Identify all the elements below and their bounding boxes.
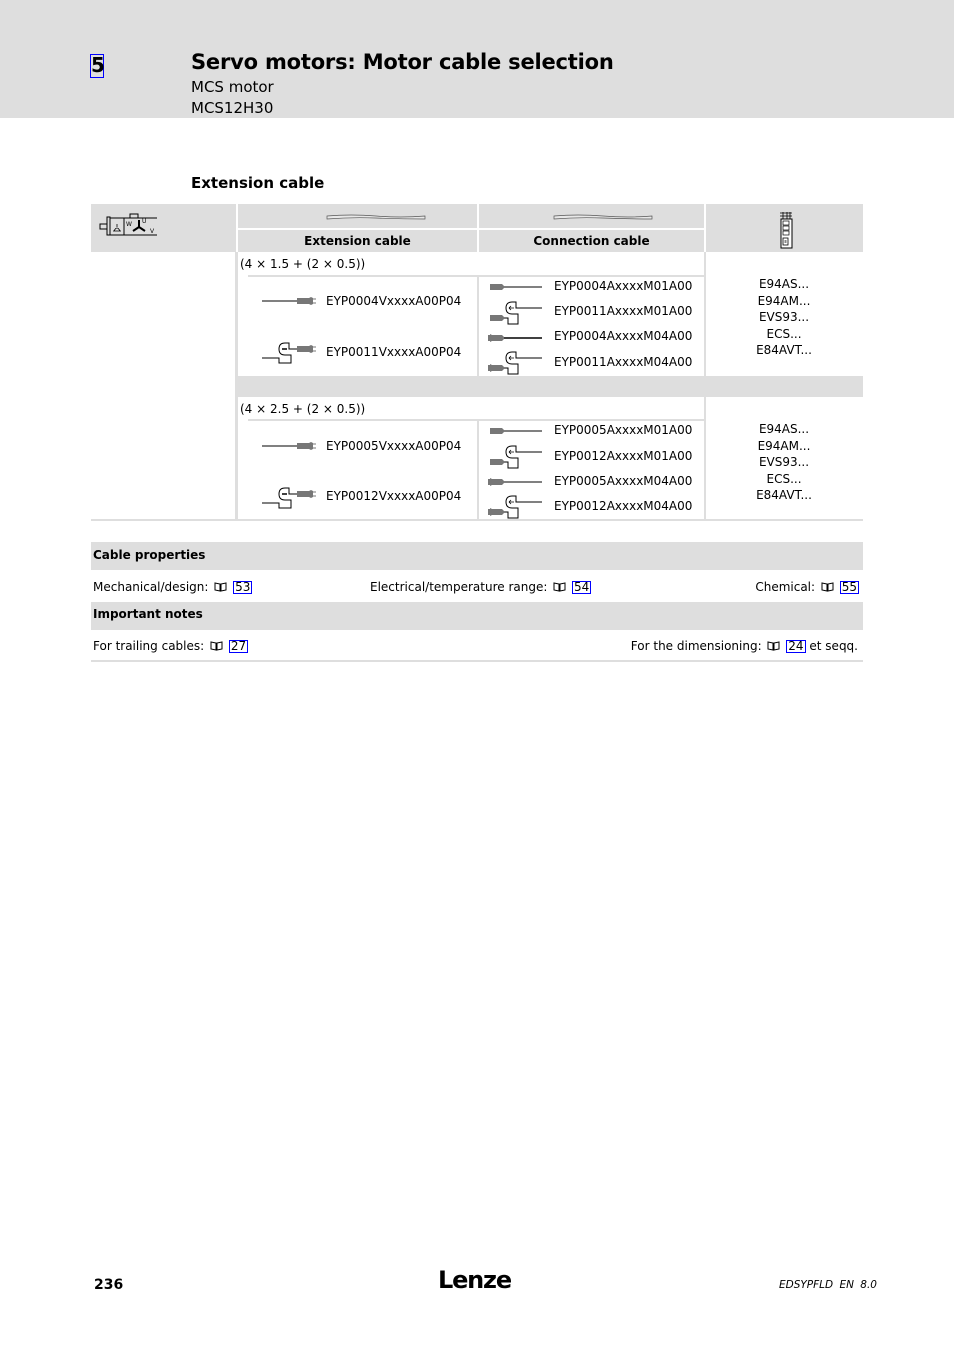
connection-cable-code: EYP0012AxxxxM04A00	[554, 499, 693, 513]
trailing-label: For trailing cables:	[93, 639, 205, 653]
controller-item: ECS...	[766, 471, 802, 486]
cable-properties-heading: Cable properties	[93, 548, 206, 562]
angled-socket-cable-icon	[488, 300, 544, 326]
cable-icon	[553, 214, 653, 220]
extension-cable-icon-cell	[238, 204, 477, 228]
connection-cable-code: EYP0005AxxxxM01A00	[554, 423, 693, 437]
cable-icon	[326, 214, 426, 220]
table-bottom-rule	[91, 519, 863, 521]
page-title: Servo motors: Motor cable selection	[191, 50, 614, 74]
cable-properties-row	[91, 570, 863, 602]
book-icon	[821, 582, 834, 592]
angled-plug-cable-icon	[261, 486, 317, 510]
notes-bottom-rule	[91, 660, 863, 662]
column-divider	[477, 276, 479, 376]
controller-list	[706, 276, 862, 359]
angled-socket-cable-icon	[486, 494, 544, 520]
angled-socket-cable-icon	[488, 444, 544, 470]
extension-cable-header	[238, 230, 477, 252]
important-notes-header	[91, 602, 863, 630]
page-link-55[interactable]: 55	[841, 580, 857, 594]
row-divider	[248, 419, 704, 421]
controller-list	[706, 421, 862, 504]
extension-cable-code: EYP0004VxxxxA00P04	[326, 294, 462, 308]
book-icon	[767, 641, 780, 651]
chapter-number-link[interactable]: 5	[91, 53, 105, 77]
straight-socket-cable-icon	[488, 281, 544, 293]
svg-text:W: W	[126, 221, 132, 228]
svg-text:V: V	[150, 228, 155, 235]
controller-item: E94AM...	[757, 293, 811, 308]
lenze-logo: Lenze	[438, 1266, 511, 1294]
electrical-temperature-ref	[370, 580, 591, 594]
controller-header-cell	[706, 204, 863, 252]
extension-cable-code: EYP0005VxxxxA00P04	[326, 439, 462, 453]
important-notes-row	[91, 630, 863, 660]
dimensioning-ref	[631, 639, 858, 653]
cross-section-label: (4 × 2.5 + (2 × 0.5))	[240, 402, 366, 416]
controller-icon	[778, 211, 794, 249]
connection-cable-code: EYP0012AxxxxM01A00	[554, 449, 693, 463]
page-link-54[interactable]: 54	[574, 580, 590, 594]
connection-cable-column-label: Connection cable	[533, 234, 650, 248]
dimensioning-label: For the dimensioning:	[630, 639, 762, 653]
controller-item: EVS93...	[758, 310, 810, 324]
controller-item: E94AM...	[757, 438, 811, 453]
book-icon	[210, 641, 223, 651]
mechanical-design-ref	[93, 580, 252, 594]
electrical-label: Electrical/temperature range:	[370, 580, 548, 594]
cross-section-label: (4 × 1.5 + (2 × 0.5))	[240, 257, 366, 271]
page-link-27[interactable]: 27	[230, 639, 247, 653]
straight-socket-cable-icon	[486, 332, 544, 344]
mechanical-label: Mechanical/design:	[93, 580, 209, 594]
section-heading: Extension cable	[191, 174, 325, 192]
connection-cable-code: EYP0004AxxxxM04A00	[554, 329, 693, 343]
extension-cable-code: EYP0012VxxxxA00P04	[326, 489, 462, 503]
important-notes-heading: Important notes	[93, 607, 203, 621]
straight-plug-cable-icon	[261, 440, 317, 452]
book-icon	[553, 582, 566, 592]
controller-item: E94AS...	[758, 277, 810, 291]
page-subtitle-motor: MCS motor	[191, 78, 274, 96]
straight-plug-cable-icon	[261, 295, 317, 307]
column-divider	[477, 420, 479, 520]
group-separator	[238, 376, 863, 397]
controller-item: ECS...	[766, 326, 802, 341]
controller-item: E84AVT...	[756, 488, 812, 502]
angled-plug-cable-icon	[261, 341, 317, 365]
page-number: 236	[94, 1277, 124, 1293]
motor-icon	[99, 212, 157, 240]
connection-cable-code: EYP0005AxxxxM04A00	[554, 474, 693, 488]
book-icon	[214, 582, 227, 592]
chemical-ref	[755, 580, 859, 594]
dimensioning-suffix: et seqq.	[809, 639, 858, 653]
connection-cable-icon-cell	[479, 204, 704, 228]
cable-properties-header	[91, 542, 863, 570]
page-link-24[interactable]: 24	[788, 639, 804, 653]
page-link-53[interactable]: 53	[235, 580, 251, 594]
extension-cable-code: EYP0011VxxxxA00P04	[326, 345, 462, 359]
connection-cable-code: EYP0004AxxxxM01A00	[554, 279, 693, 293]
document-id: EDSYPFLD EN 8.0	[779, 1279, 877, 1291]
controller-item: EVS93...	[758, 455, 810, 469]
row-divider	[248, 275, 704, 277]
trailing-cables-ref	[93, 639, 248, 653]
straight-socket-cable-icon	[488, 425, 544, 437]
connection-cable-code: EYP0011AxxxxM01A00	[554, 304, 693, 318]
chemical-label: Chemical:	[755, 580, 816, 594]
connection-cable-header	[479, 230, 704, 252]
straight-socket-cable-icon	[486, 476, 544, 488]
svg-text:U: U	[142, 218, 147, 225]
controller-item: E84AVT...	[756, 343, 812, 357]
connection-cable-code: EYP0011AxxxxM04A00	[554, 355, 693, 369]
controller-item: E94AS...	[758, 422, 810, 436]
page-subtitle-model: MCS12H30	[191, 99, 274, 117]
motor-header-cell	[91, 204, 236, 252]
extension-cable-column-label: Extension cable	[304, 234, 411, 248]
angled-socket-cable-icon	[486, 350, 544, 376]
